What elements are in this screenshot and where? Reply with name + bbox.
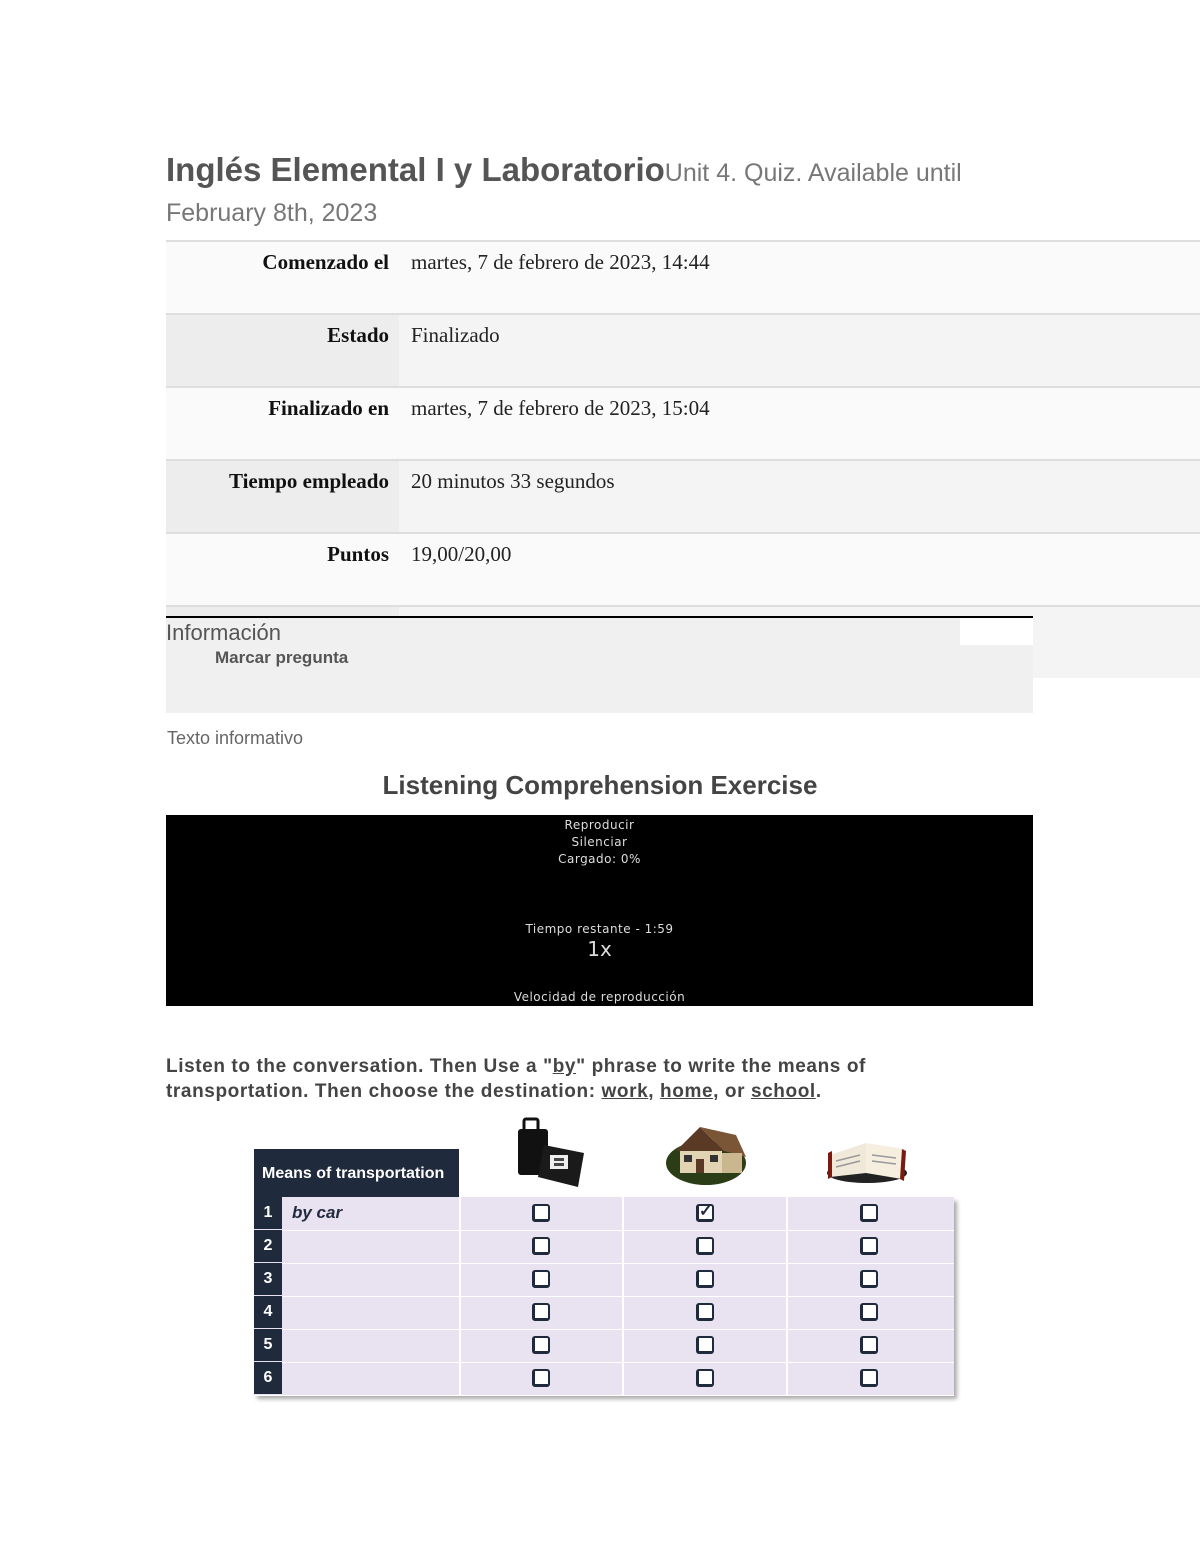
info-title: Información (166, 620, 281, 645)
exercise-heading: Listening Comprehension Exercise (382, 770, 818, 800)
destination-checkbox[interactable] (696, 1369, 714, 1387)
destination-checkbox[interactable] (532, 1237, 550, 1255)
summary-label: Puntos (166, 533, 399, 606)
by-keyword: by (552, 1056, 577, 1077)
destination-checkbox[interactable] (860, 1369, 878, 1387)
speed-label: Velocidad de reproducción (513, 990, 686, 1004)
destination-checkbox[interactable] (532, 1336, 550, 1354)
course-title: Inglés Elemental I y Laboratorio (166, 151, 665, 188)
destination-school: school (750, 1081, 816, 1102)
row-number: 3 (254, 1263, 282, 1295)
summary-value: 20 minutos 33 segundos (399, 460, 1200, 533)
summary-label: Estado (166, 314, 399, 387)
destination-checkbox[interactable] (532, 1303, 550, 1321)
table-row (254, 1362, 954, 1396)
summary-row-points (166, 533, 1200, 606)
speed-button[interactable]: 1x (587, 937, 612, 961)
row-number: 2 (254, 1230, 282, 1262)
question-info-box (166, 618, 1033, 713)
table-row (254, 1296, 954, 1330)
destination-home: home (660, 1081, 714, 1102)
destination-checkbox[interactable]: ✓ (696, 1204, 714, 1222)
destination-checkbox[interactable] (532, 1204, 550, 1222)
table-row (254, 1230, 954, 1264)
destination-checkbox[interactable] (860, 1303, 878, 1321)
summary-row-time-taken (166, 460, 1200, 533)
destination-checkbox[interactable] (860, 1204, 878, 1222)
destination-checkbox[interactable] (696, 1270, 714, 1288)
destination-checkbox[interactable] (696, 1237, 714, 1255)
flag-question-link[interactable]: Marcar pregunta (215, 648, 349, 667)
destination-checkbox[interactable] (696, 1303, 714, 1321)
summary-label: Finalizado en (166, 387, 399, 460)
destination-checkbox[interactable] (696, 1336, 714, 1354)
summary-row-state (166, 314, 1200, 387)
row-number: 4 (254, 1296, 282, 1328)
answer-grid (254, 1197, 954, 1395)
attempt-summary-table (166, 240, 1200, 678)
destination-checkbox[interactable] (860, 1237, 878, 1255)
table-row (254, 1263, 954, 1297)
audio-player (166, 815, 1033, 1006)
destination-checkbox[interactable] (860, 1336, 878, 1354)
house-icon (660, 1115, 750, 1195)
summary-label: Tiempo empleado (166, 460, 399, 533)
quiz-subtitle: Unit 4. Quiz. Available until February 8th, 2023 (166, 159, 962, 227)
exercise-image (230, 1115, 970, 1410)
summary-value: 19,00/20,00 (399, 533, 1200, 606)
summary-value: Finalizado (399, 314, 1200, 387)
means-header: Means of transportation (254, 1149, 459, 1197)
book-icon (822, 1115, 912, 1195)
destination-checkbox[interactable] (860, 1270, 878, 1288)
summary-row-started (166, 241, 1200, 314)
time-remaining: Tiempo restante - 1:59 (525, 922, 674, 936)
summary-label: Comenzado el (166, 241, 399, 314)
briefcase-icon (510, 1115, 600, 1195)
row-number: 5 (254, 1329, 282, 1361)
destination-checkbox[interactable] (532, 1369, 550, 1387)
loaded-status: Cargado: 0% (558, 852, 641, 866)
question-type-label: Texto informativo (167, 728, 304, 748)
row-number: 6 (254, 1362, 282, 1394)
page-title (166, 152, 1046, 235)
play-button[interactable]: Reproducir (564, 818, 635, 832)
table-row (254, 1329, 954, 1363)
row-number: 1 (254, 1197, 282, 1229)
summary-value: martes, 7 de febrero de 2023, 15:04 (399, 387, 1200, 460)
mute-button[interactable]: Silenciar (571, 835, 628, 849)
summary-value: martes, 7 de febrero de 2023, 14:44 (399, 241, 1200, 314)
table-row (254, 1197, 954, 1231)
summary-row-finished (166, 387, 1200, 460)
destination-checkbox[interactable] (532, 1270, 550, 1288)
destination-work: work (601, 1081, 649, 1102)
transport-answer: by car (292, 1203, 343, 1222)
question-instructions: Listen to the conversation. Then Use a "by" phrase to write the means of transportation. Then choose the destination: work, home, or school. (166, 1056, 866, 1102)
